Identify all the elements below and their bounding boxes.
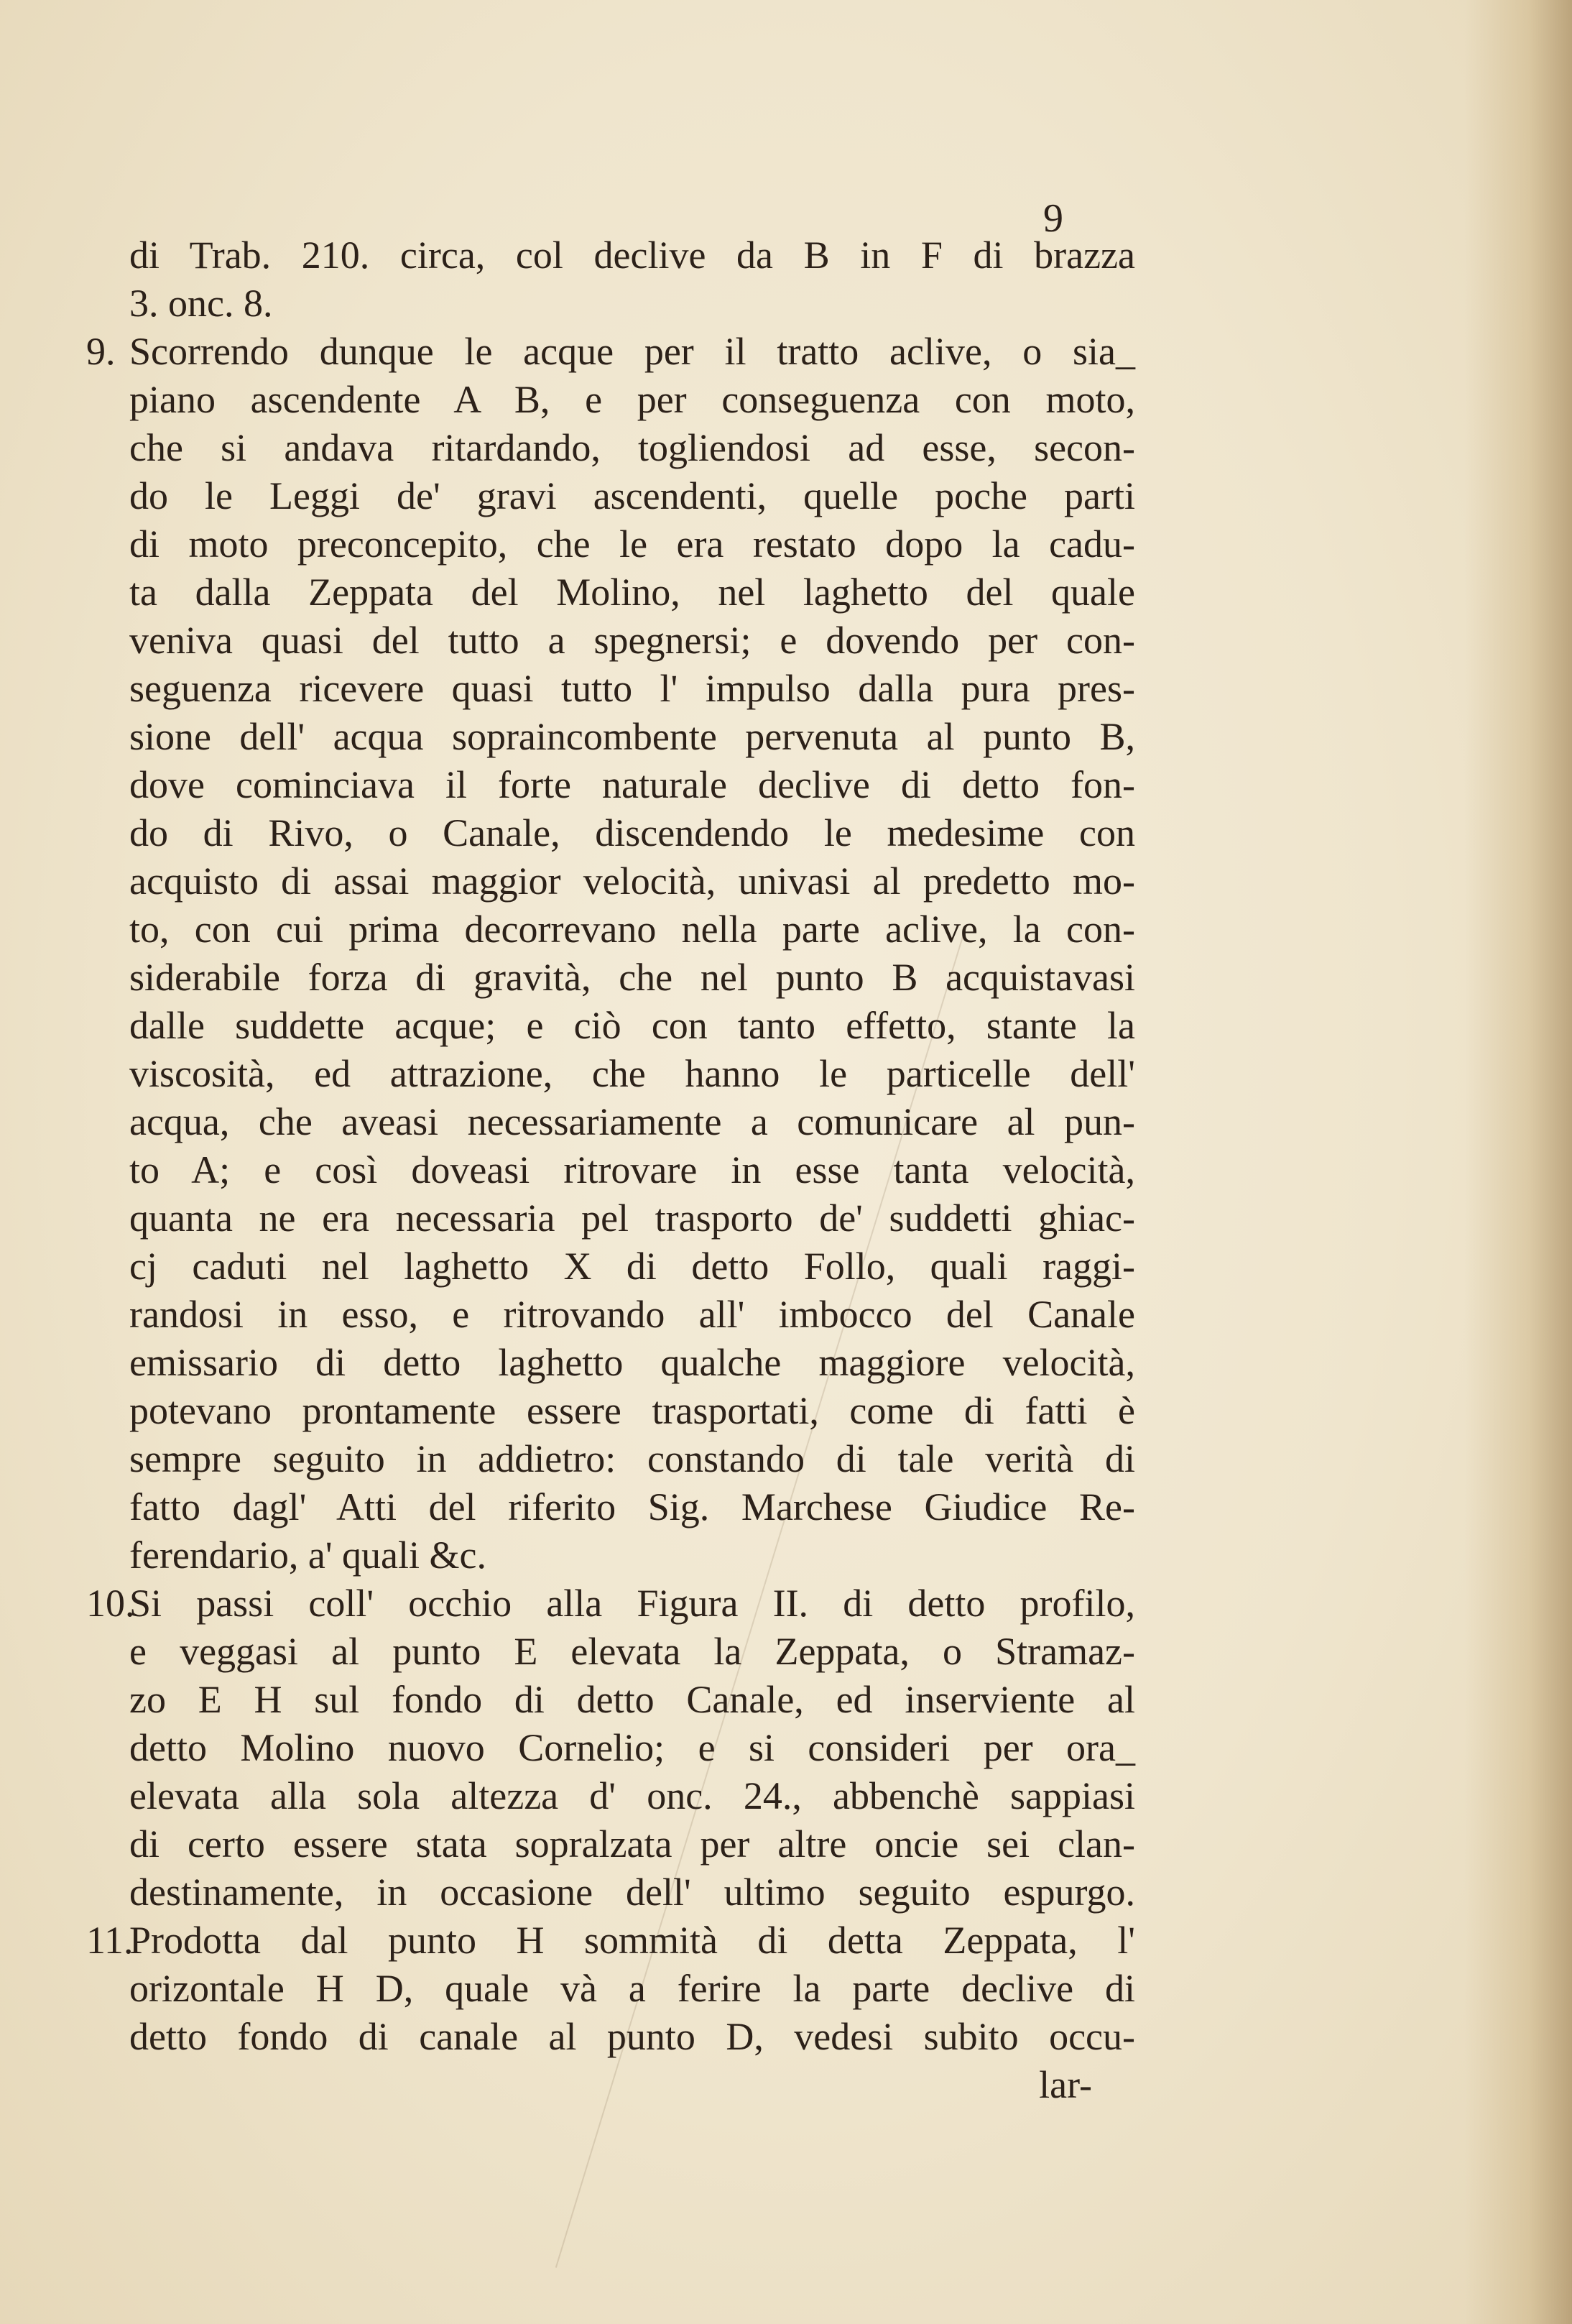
line-text: to, con cui prima decorrevano nella parte aclive, la con- <box>129 908 1135 951</box>
text-line <box>86 1917 1135 1965</box>
line-text: sempre seguito in addietro: constando di tale verità di <box>129 1437 1135 1480</box>
line-text: Si passi coll' occhio alla Figura II. di detto profilo, <box>129 1582 1135 1625</box>
text-line <box>86 1146 1135 1194</box>
text-line <box>86 1580 1135 1628</box>
line-text: detto Molino nuovo Cornelio; e si consideri per ora_ <box>129 1726 1135 1769</box>
line-text: zo E H sul fondo di detto Canale, ed inserviente al <box>129 1678 1135 1721</box>
line-text: detto fondo di canale al punto D, vedesi subito occu- <box>129 2015 1135 2058</box>
text-line <box>86 1820 1135 1868</box>
text-line <box>86 1242 1135 1291</box>
text-line <box>86 617 1135 665</box>
text-line <box>86 954 1135 1002</box>
line-text: emissario di detto laghetto qualche maggiore velocità, <box>129 1341 1135 1384</box>
text-line <box>86 1098 1135 1146</box>
paragraph-number: 9. <box>86 330 116 373</box>
line-text: do di Rivo, o Canale, discendendo le medesime con <box>129 811 1135 854</box>
line-text: ta dalla Zeppata del Molino, nel laghetto del quale <box>129 571 1135 614</box>
line-text: quanta ne era necessaria pel trasporto de' suddetti ghiac- <box>129 1196 1135 1240</box>
text-line <box>86 1435 1135 1483</box>
line-text: destinamente, in occasione dell' ultimo seguito espurgo. <box>129 1871 1135 1914</box>
line-text: 3. onc. 8. <box>129 282 273 325</box>
line-text: di moto preconcepito, che le era restato dopo la cadu- <box>129 522 1135 566</box>
text-line <box>86 1387 1135 1435</box>
text-line <box>86 809 1135 857</box>
line-text: acquisto di assai maggior velocità, univasi al predetto mo- <box>129 859 1135 903</box>
line-text: dove cominciava il forte naturale declive di detto fon- <box>129 763 1135 806</box>
line-text: che si andava ritardando, togliendosi ad esse, secon- <box>129 426 1135 469</box>
line-text: sione dell' acqua sopraincombente pervenuta al punto B, <box>129 715 1135 758</box>
text-line <box>86 424 1135 472</box>
line-text: Scorrendo dunque le acque per il tratto aclive, o sia_ <box>129 330 1135 373</box>
text-line <box>86 1002 1135 1050</box>
text-line <box>86 1194 1135 1242</box>
text-line <box>86 905 1135 954</box>
text-line <box>86 1965 1135 2013</box>
text-line <box>86 280 1135 328</box>
page-number: 9 <box>1043 196 1063 241</box>
line-text: piano ascendente A B, e per conseguenza con moto, <box>129 378 1135 421</box>
text-line <box>86 568 1135 617</box>
text-line <box>86 2013 1135 2061</box>
text-line <box>86 376 1135 424</box>
text-line <box>86 472 1135 520</box>
text-line <box>86 713 1135 761</box>
text-line <box>86 1724 1135 1772</box>
text-line <box>86 328 1135 376</box>
text-line <box>86 857 1135 905</box>
text-line <box>86 1531 1135 1580</box>
line-text: seguenza ricevere quasi tutto l' impulso dalla pura pres- <box>129 667 1135 710</box>
line-text: do le Leggi de' gravi ascendenti, quelle poche parti <box>129 474 1135 517</box>
line-text: viscosità, ed attrazione, che hanno le particelle dell' <box>129 1052 1135 1095</box>
line-text: acqua, che aveasi necessariamente a comunicare al pun- <box>129 1100 1135 1143</box>
text-line <box>86 231 1135 280</box>
line-text: potevano prontamente essere trasportati, come di fatti è <box>129 1389 1135 1432</box>
paragraph-number: 11. <box>86 1919 134 1962</box>
line-text: fatto dagl' Atti del riferito Sig. Marchese Giudice Re- <box>129 1485 1135 1528</box>
line-text: ferendario, a' quali &c. <box>129 1534 486 1577</box>
line-text: di Trab. 210. circa, col declive da B in F di brazza <box>129 234 1135 277</box>
line-text: Prodotta dal punto H sommità di detta Zeppata, l' <box>129 1919 1135 1962</box>
line-text: to A; e così doveasi ritrovare in esse tanta velocità, <box>129 1148 1135 1191</box>
line-text: randosi in esso, e ritrovando all' imbocco del Canale <box>129 1293 1135 1336</box>
body-text <box>86 231 1135 2109</box>
paragraph-number: 10. <box>86 1582 135 1625</box>
text-line <box>86 665 1135 713</box>
text-line <box>86 1483 1135 1531</box>
text-line <box>86 1628 1135 1676</box>
text-line <box>86 1339 1135 1387</box>
line-text: elevata alla sola altezza d' onc. 24., abbenchè sappiasi <box>129 1774 1135 1817</box>
line-text: siderabile forza di gravità, che nel punto B acquistavasi <box>129 956 1135 999</box>
line-text: veniva quasi del tutto a spegnersi; e dovendo per con- <box>129 619 1135 662</box>
line-text: e veggasi al punto E elevata la Zeppata, o Stramaz- <box>129 1630 1135 1673</box>
text-line <box>86 1772 1135 1820</box>
text-line <box>86 1291 1135 1339</box>
line-text: cj caduti nel laghetto X di detto Follo, quali raggi- <box>129 1245 1135 1288</box>
line-text: orizontale H D, quale và a ferire la parte declive di <box>129 1967 1135 2010</box>
text-line <box>86 1868 1135 1917</box>
line-text: di certo essere stata sopralzata per altre oncie sei clan- <box>129 1822 1135 1866</box>
text-line <box>86 520 1135 568</box>
text-line <box>86 1676 1135 1724</box>
text-line <box>86 1050 1135 1098</box>
text-line <box>86 761 1135 809</box>
line-text: dalle suddette acque; e ciò con tanto effetto, stante la <box>129 1004 1135 1047</box>
catchword: lar- <box>1039 2063 1092 2106</box>
